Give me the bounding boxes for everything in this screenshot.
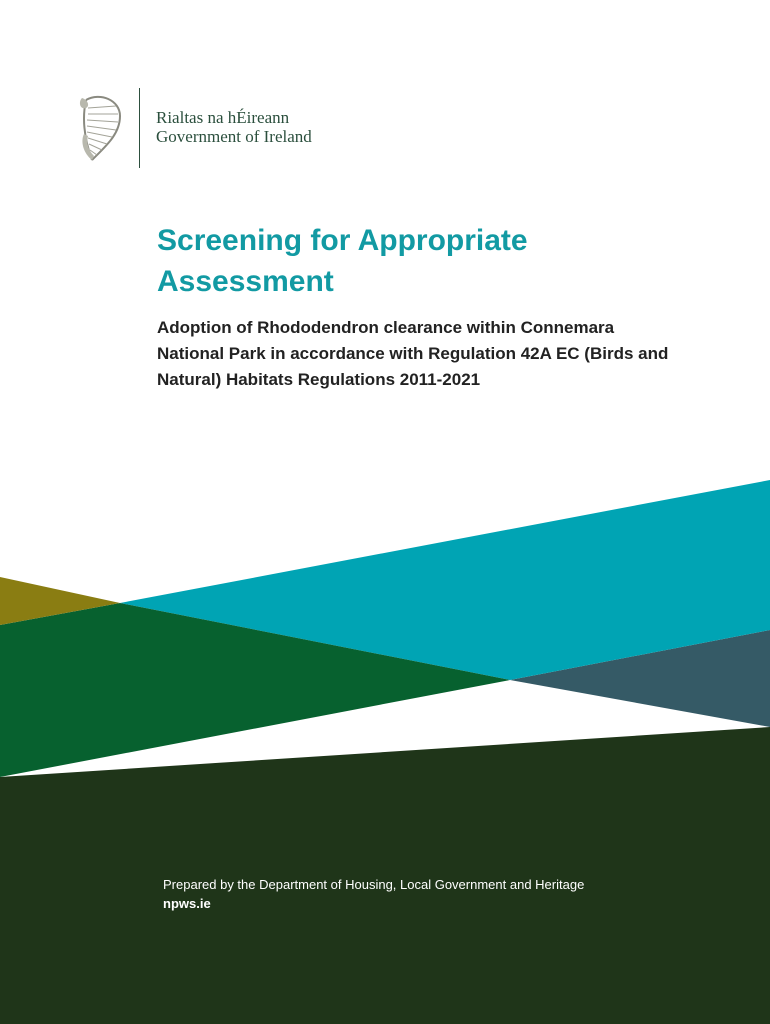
harp-icon bbox=[76, 94, 126, 164]
website-text: npws.ie bbox=[163, 896, 211, 911]
document-title: Screening for Appropriate Assessment bbox=[157, 224, 528, 298]
prepared-by-text: Prepared by the Department of Housing, Local Government and Heritage bbox=[163, 877, 585, 892]
document-subtitle: Adoption of Rhododendron clearance within Connemara National Park in accordance with Regulation 42A EC (Birds and Natural) Habitats Regulations 2011-2021 bbox=[157, 318, 669, 389]
cover-artwork bbox=[0, 470, 770, 1024]
header-divider bbox=[139, 88, 140, 168]
government-name-irish: Rialtas na hÉireann bbox=[156, 108, 290, 127]
government-name-english: Government of Ireland bbox=[156, 127, 312, 146]
dark-green-shape bbox=[0, 727, 770, 1024]
